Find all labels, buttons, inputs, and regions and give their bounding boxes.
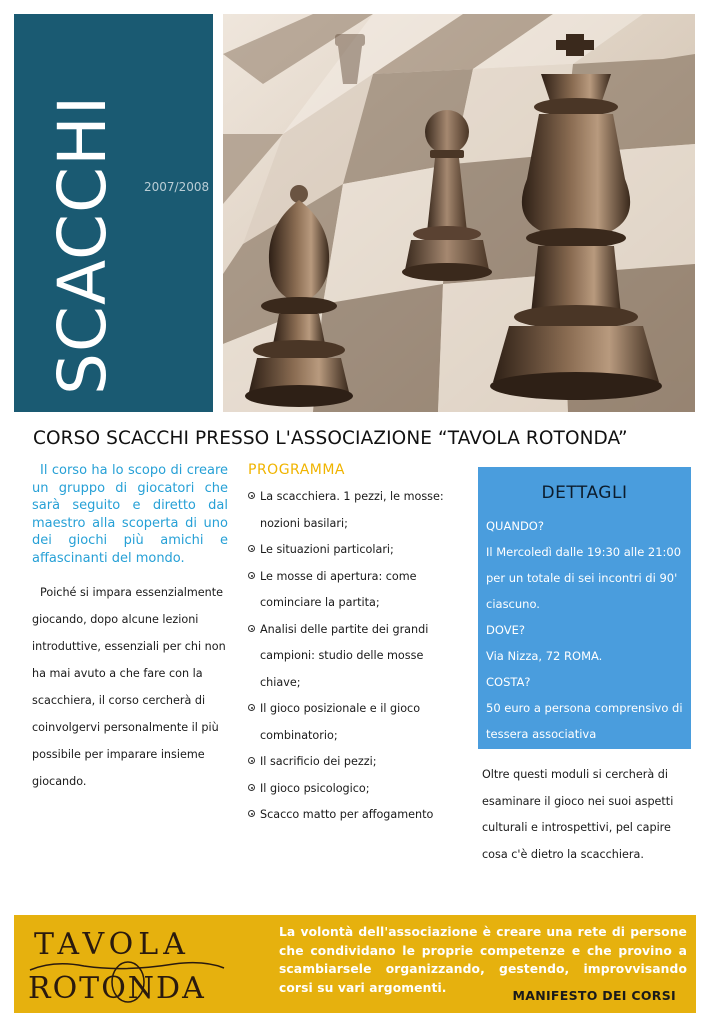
intro-paragraph: Il corso ha lo scopo di creare un gruppo di giocatori che sarà seguito e diretto dal maestro alla scoperta di uno dei giochi più amichi e affascinanti del mondo. <box>32 463 228 566</box>
page-title: SCACCHI <box>44 94 121 395</box>
where-label: DOVE? <box>486 623 525 637</box>
intro-column <box>32 462 228 806</box>
tavola-rotonda-logo <box>24 920 232 1008</box>
program-column <box>248 462 460 829</box>
program-item: Analisi delle partite dei grandi campioni: studio delle mosse chiave; <box>248 617 460 697</box>
program-item: Il sacrificio dei pezzi; <box>248 749 460 776</box>
logo-illustration <box>24 920 232 1008</box>
cost-text: 50 euro a persona comprensivo di tessera associativa <box>486 701 683 741</box>
extra-paragraph: Oltre questi moduli si cercherà di esaminare il gioco nei suoi aspetti culturali e introspettivi, pel capire cosa c'è dietro la scacchiera. <box>482 768 674 861</box>
body-paragraph: Poiché si impara essenzialmente giocando, dopo alcune lezioni introduttive, essenziali per chi non ha mai avuto a che fare con la scacchiera, il corso cercherà di coinvolgervi personalmente il più possibile per imparare insieme giocando. <box>32 586 226 788</box>
program-title: PROGRAMMA <box>248 462 346 478</box>
year-label: 2007/2008 <box>144 180 210 194</box>
bullet-icon <box>248 784 255 791</box>
chess-pieces-photo <box>223 14 695 412</box>
details-title: DETTAGLI <box>541 483 628 503</box>
bullet-icon <box>248 810 255 817</box>
when-text: Il Mercoledì dalle 19:30 alle 21:00 per un totale di sei incontri di 90' ciascuno. <box>486 545 682 611</box>
bullet-icon <box>248 492 255 499</box>
program-item: Scacco matto per affogamento <box>248 802 460 829</box>
program-item: Le situazioni particolari; <box>248 537 460 564</box>
program-item: La scacchiera. 1 pezzi, le mosse: nozioni basilari; <box>248 484 460 537</box>
chess-photo-illustration <box>223 14 695 412</box>
bullet-icon <box>248 572 255 579</box>
bullet-icon <box>248 545 255 552</box>
where-text: Via Nizza, 72 ROMA. <box>486 649 603 663</box>
manifesto-subtitle: MANIFESTO DEI CORSI <box>512 988 676 1003</box>
footer-band <box>14 915 696 1013</box>
logo-line-2: ROTONDA <box>28 971 206 1006</box>
bullet-icon <box>248 757 255 764</box>
program-item: Le mosse di apertura: come cominciare la partita; <box>248 564 460 617</box>
when-label: QUANDO? <box>486 519 544 533</box>
bullet-icon <box>248 704 255 711</box>
course-heading: CORSO SCACCHI PRESSO L'ASSOCIAZIONE “TAVOLA ROTONDA” <box>33 428 628 449</box>
program-item: Il gioco posizionale e il gioco combinatorio; <box>248 696 460 749</box>
manifesto-text: La volontà dell'associazione è creare una rete di persone che condividano le proprie competenze e che provino a scambiarsele organizzando, gestendo, improvvisando corsi su vari argomenti. <box>279 925 687 995</box>
logo-line-1: TAVOLA <box>34 927 190 962</box>
cost-label: COSTA? <box>486 675 531 689</box>
program-list <box>248 484 460 829</box>
bullet-icon <box>248 625 255 632</box>
details-box <box>478 467 691 749</box>
program-item: Il gioco psicologico; <box>248 776 460 803</box>
